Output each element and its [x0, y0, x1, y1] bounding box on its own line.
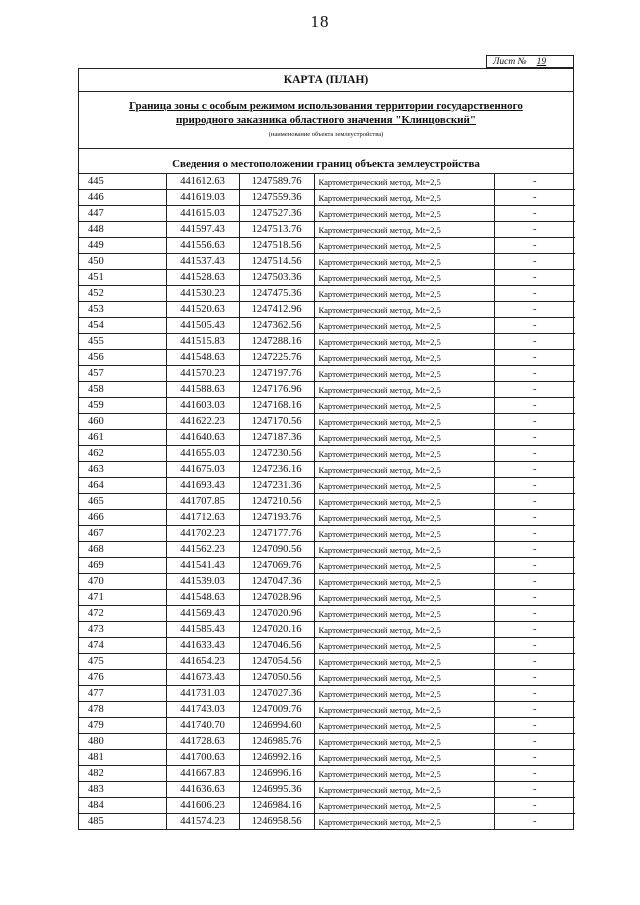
method-cell: Картометрический метод, Mt=2,5: [314, 718, 494, 734]
page-number: 18: [310, 12, 330, 31]
method-cell: Картометрический метод, Mt=2,5: [314, 254, 494, 270]
x-coordinate-cell: 441693.43: [166, 478, 239, 494]
table-row: [79, 510, 575, 526]
table-row: [79, 286, 575, 302]
table-row: [79, 734, 575, 750]
point-number-cell: 470: [79, 574, 166, 590]
point-number-cell: 483: [79, 782, 166, 798]
x-coordinate-cell: 441515.83: [166, 334, 239, 350]
note-cell: -: [494, 174, 575, 190]
table-row: [79, 366, 575, 382]
method-cell: Картометрический метод, Mt=2,5: [314, 206, 494, 222]
document-frame: [78, 68, 574, 830]
y-coordinate-cell: 1247020.16: [239, 622, 314, 638]
coordinates-table-body: [79, 174, 575, 829]
y-coordinate-cell: 1247020.96: [239, 606, 314, 622]
note-cell: -: [494, 366, 575, 382]
method-cell: Картометрический метод, Mt=2,5: [314, 670, 494, 686]
x-coordinate-cell: 441603.03: [166, 398, 239, 414]
y-coordinate-cell: 1247527.36: [239, 206, 314, 222]
note-cell: -: [494, 478, 575, 494]
point-number-cell: 476: [79, 670, 166, 686]
method-cell: Картометрический метод, Mt=2,5: [314, 414, 494, 430]
table-row: [79, 574, 575, 590]
y-coordinate-cell: 1246992.16: [239, 750, 314, 766]
note-cell: -: [494, 414, 575, 430]
point-number-cell: 480: [79, 734, 166, 750]
table-row: [79, 670, 575, 686]
y-coordinate-cell: 1247197.76: [239, 366, 314, 382]
note-cell: -: [494, 606, 575, 622]
note-cell: -: [494, 430, 575, 446]
y-coordinate-cell: 1247288.16: [239, 334, 314, 350]
point-number-cell: 446: [79, 190, 166, 206]
table-row: [79, 430, 575, 446]
y-coordinate-cell: 1247176.96: [239, 382, 314, 398]
x-coordinate-cell: 441615.03: [166, 206, 239, 222]
y-coordinate-cell: 1247027.36: [239, 686, 314, 702]
y-coordinate-cell: 1247069.76: [239, 558, 314, 574]
note-cell: -: [494, 510, 575, 526]
x-coordinate-cell: 441731.03: [166, 686, 239, 702]
table-row: [79, 622, 575, 638]
table-row: [79, 174, 575, 190]
y-coordinate-cell: 1247193.76: [239, 510, 314, 526]
x-coordinate-cell: 441655.03: [166, 446, 239, 462]
x-coordinate-cell: 441548.63: [166, 350, 239, 366]
x-coordinate-cell: 441597.43: [166, 222, 239, 238]
point-number-cell: 450: [79, 254, 166, 270]
y-coordinate-cell: 1247475.36: [239, 286, 314, 302]
point-number-cell: 468: [79, 542, 166, 558]
note-cell: -: [494, 782, 575, 798]
x-coordinate-cell: 441700.63: [166, 750, 239, 766]
point-number-cell: 477: [79, 686, 166, 702]
table-row: [79, 318, 575, 334]
table-row: [79, 798, 575, 814]
point-number-cell: 469: [79, 558, 166, 574]
point-number-cell: 482: [79, 766, 166, 782]
x-coordinate-cell: 441530.23: [166, 286, 239, 302]
method-cell: Картометрический метод, Mt=2,5: [314, 606, 494, 622]
method-cell: Картометрический метод, Mt=2,5: [314, 782, 494, 798]
x-coordinate-cell: 441640.63: [166, 430, 239, 446]
note-cell: -: [494, 574, 575, 590]
point-number-cell: 464: [79, 478, 166, 494]
object-name-line-1: Граница зоны с особым режимом использования территории государственного: [129, 100, 523, 112]
y-coordinate-cell: 1246958.56: [239, 814, 314, 830]
y-coordinate-cell: 1247028.96: [239, 590, 314, 606]
method-cell: Картометрический метод, Mt=2,5: [314, 190, 494, 206]
method-cell: Картометрический метод, Mt=2,5: [314, 430, 494, 446]
method-cell: Картометрический метод, Mt=2,5: [314, 174, 494, 190]
point-number-cell: 473: [79, 622, 166, 638]
method-cell: Картометрический метод, Mt=2,5: [314, 590, 494, 606]
y-coordinate-cell: 1247589.76: [239, 174, 314, 190]
y-coordinate-cell: 1247559.36: [239, 190, 314, 206]
method-cell: Картометрический метод, Mt=2,5: [314, 750, 494, 766]
y-coordinate-cell: 1247362.56: [239, 318, 314, 334]
x-coordinate-cell: 441633.43: [166, 638, 239, 654]
table-row: [79, 542, 575, 558]
y-coordinate-cell: 1246996.16: [239, 766, 314, 782]
x-coordinate-cell: 441541.43: [166, 558, 239, 574]
method-cell: Картометрический метод, Mt=2,5: [314, 238, 494, 254]
method-cell: Картометрический метод, Mt=2,5: [314, 814, 494, 830]
method-cell: Картометрический метод, Mt=2,5: [314, 622, 494, 638]
method-cell: Картометрический метод, Mt=2,5: [314, 798, 494, 814]
note-cell: -: [494, 302, 575, 318]
point-number-cell: 457: [79, 366, 166, 382]
x-coordinate-cell: 441743.03: [166, 702, 239, 718]
point-number-cell: 454: [79, 318, 166, 334]
x-coordinate-cell: 441556.63: [166, 238, 239, 254]
method-cell: Картометрический метод, Mt=2,5: [314, 222, 494, 238]
point-number-cell: 466: [79, 510, 166, 526]
note-cell: -: [494, 718, 575, 734]
point-number-cell: 447: [79, 206, 166, 222]
x-coordinate-cell: 441520.63: [166, 302, 239, 318]
table-row: [79, 190, 575, 206]
note-cell: -: [494, 318, 575, 334]
point-number-cell: 451: [79, 270, 166, 286]
x-coordinate-cell: 441728.63: [166, 734, 239, 750]
method-cell: Картометрический метод, Mt=2,5: [314, 686, 494, 702]
y-coordinate-cell: 1247503.36: [239, 270, 314, 286]
note-cell: -: [494, 270, 575, 286]
table-row: [79, 334, 575, 350]
table-row: [79, 302, 575, 318]
note-cell: -: [494, 622, 575, 638]
note-cell: -: [494, 254, 575, 270]
x-coordinate-cell: 441673.43: [166, 670, 239, 686]
note-cell: -: [494, 286, 575, 302]
table-row: [79, 254, 575, 270]
y-coordinate-cell: 1246994.60: [239, 718, 314, 734]
y-coordinate-cell: 1246984.16: [239, 798, 314, 814]
table-row: [79, 526, 575, 542]
method-cell: Картометрический метод, Mt=2,5: [314, 382, 494, 398]
note-cell: -: [494, 222, 575, 238]
y-coordinate-cell: 1247168.16: [239, 398, 314, 414]
table-row: [79, 206, 575, 222]
point-number-cell: 445: [79, 174, 166, 190]
point-number-cell: 463: [79, 462, 166, 478]
method-cell: Картометрический метод, Mt=2,5: [314, 334, 494, 350]
method-cell: Картометрический метод, Mt=2,5: [314, 510, 494, 526]
y-coordinate-cell: 1247047.36: [239, 574, 314, 590]
table-row: [79, 814, 575, 830]
x-coordinate-cell: 441537.43: [166, 254, 239, 270]
table-row: [79, 414, 575, 430]
table-row: [79, 654, 575, 670]
method-cell: Картометрический метод, Mt=2,5: [314, 286, 494, 302]
method-cell: Картометрический метод, Mt=2,5: [314, 462, 494, 478]
point-number-cell: 465: [79, 494, 166, 510]
method-cell: Картометрический метод, Mt=2,5: [314, 702, 494, 718]
object-name-caption: (наименование объекта землеустройства): [268, 131, 384, 138]
table-row: [79, 350, 575, 366]
method-cell: Картометрический метод, Mt=2,5: [314, 526, 494, 542]
y-coordinate-cell: 1247050.56: [239, 670, 314, 686]
y-coordinate-cell: 1247046.56: [239, 638, 314, 654]
point-number-cell: 467: [79, 526, 166, 542]
x-coordinate-cell: 441740.70: [166, 718, 239, 734]
method-cell: Картометрический метод, Mt=2,5: [314, 494, 494, 510]
table-row: [79, 702, 575, 718]
x-coordinate-cell: 441654.23: [166, 654, 239, 670]
point-number-cell: 459: [79, 398, 166, 414]
method-cell: Картометрический метод, Mt=2,5: [314, 654, 494, 670]
note-cell: -: [494, 382, 575, 398]
note-cell: -: [494, 206, 575, 222]
method-cell: Картометрический метод, Mt=2,5: [314, 446, 494, 462]
y-coordinate-cell: 1247231.36: [239, 478, 314, 494]
sheet-number-box: [486, 55, 574, 68]
note-cell: -: [494, 494, 575, 510]
point-number-cell: 484: [79, 798, 166, 814]
table-row: [79, 270, 575, 286]
method-cell: Картометрический метод, Mt=2,5: [314, 558, 494, 574]
object-name-line-2: природного заказника областного значения "Клинцовский": [176, 114, 476, 126]
table-row: [79, 222, 575, 238]
note-cell: -: [494, 542, 575, 558]
method-cell: Картометрический метод, Mt=2,5: [314, 350, 494, 366]
method-cell: Картометрический метод, Mt=2,5: [314, 734, 494, 750]
x-coordinate-cell: 441585.43: [166, 622, 239, 638]
note-cell: -: [494, 814, 575, 830]
y-coordinate-cell: 1247518.56: [239, 238, 314, 254]
table-row: [79, 398, 575, 414]
method-cell: Картометрический метод, Mt=2,5: [314, 318, 494, 334]
y-coordinate-cell: 1247090.56: [239, 542, 314, 558]
sheet-number: 19: [536, 57, 547, 67]
method-cell: Картометрический метод, Mt=2,5: [314, 542, 494, 558]
x-coordinate-cell: 441612.63: [166, 174, 239, 190]
y-coordinate-cell: 1247210.56: [239, 494, 314, 510]
point-number-cell: 475: [79, 654, 166, 670]
object-name-block: [79, 92, 573, 149]
note-cell: -: [494, 350, 575, 366]
x-coordinate-cell: 441528.63: [166, 270, 239, 286]
table-row: [79, 750, 575, 766]
point-number-cell: 456: [79, 350, 166, 366]
point-number-cell: 485: [79, 814, 166, 830]
note-cell: -: [494, 558, 575, 574]
note-cell: -: [494, 734, 575, 750]
method-cell: Картометрический метод, Mt=2,5: [314, 270, 494, 286]
point-number-cell: 455: [79, 334, 166, 350]
section-title: Сведения о местоположении границ объекта землеустройства: [79, 149, 573, 174]
x-coordinate-cell: 441574.23: [166, 814, 239, 830]
point-number-cell: 479: [79, 718, 166, 734]
table-row: [79, 494, 575, 510]
y-coordinate-cell: 1247225.76: [239, 350, 314, 366]
x-coordinate-cell: 441702.23: [166, 526, 239, 542]
x-coordinate-cell: 441636.63: [166, 782, 239, 798]
table-row: [79, 462, 575, 478]
note-cell: -: [494, 638, 575, 654]
y-coordinate-cell: 1247513.76: [239, 222, 314, 238]
x-coordinate-cell: 441675.03: [166, 462, 239, 478]
point-number-cell: 461: [79, 430, 166, 446]
x-coordinate-cell: 441606.23: [166, 798, 239, 814]
point-number-cell: 472: [79, 606, 166, 622]
point-number-cell: 448: [79, 222, 166, 238]
x-coordinate-cell: 441622.23: [166, 414, 239, 430]
document-title: КАРТА (ПЛАН): [79, 69, 573, 92]
sheet-label: Лист №: [493, 57, 527, 67]
method-cell: Картометрический метод, Mt=2,5: [314, 302, 494, 318]
point-number-cell: 458: [79, 382, 166, 398]
table-row: [79, 558, 575, 574]
x-coordinate-cell: 441570.23: [166, 366, 239, 382]
x-coordinate-cell: 441619.03: [166, 190, 239, 206]
note-cell: -: [494, 750, 575, 766]
y-coordinate-cell: 1247236.16: [239, 462, 314, 478]
coordinates-table: [79, 174, 575, 829]
y-coordinate-cell: 1247177.76: [239, 526, 314, 542]
y-coordinate-cell: 1247412.96: [239, 302, 314, 318]
table-row: [79, 238, 575, 254]
point-number-cell: 471: [79, 590, 166, 606]
point-number-cell: 474: [79, 638, 166, 654]
table-row: [79, 382, 575, 398]
object-name: [79, 92, 573, 127]
note-cell: -: [494, 590, 575, 606]
table-row: [79, 606, 575, 622]
table-row: [79, 638, 575, 654]
y-coordinate-cell: 1247514.56: [239, 254, 314, 270]
method-cell: Картометрический метод, Mt=2,5: [314, 398, 494, 414]
note-cell: -: [494, 398, 575, 414]
table-row: [79, 446, 575, 462]
table-row: [79, 782, 575, 798]
y-coordinate-cell: 1246995.36: [239, 782, 314, 798]
x-coordinate-cell: 441569.43: [166, 606, 239, 622]
point-number-cell: 449: [79, 238, 166, 254]
y-coordinate-cell: 1247187.36: [239, 430, 314, 446]
point-number-cell: 460: [79, 414, 166, 430]
x-coordinate-cell: 441539.03: [166, 574, 239, 590]
method-cell: Картометрический метод, Mt=2,5: [314, 574, 494, 590]
note-cell: -: [494, 334, 575, 350]
point-number-cell: 481: [79, 750, 166, 766]
note-cell: -: [494, 670, 575, 686]
x-coordinate-cell: 441505.43: [166, 318, 239, 334]
x-coordinate-cell: 441588.63: [166, 382, 239, 398]
note-cell: -: [494, 702, 575, 718]
method-cell: Картометрический метод, Mt=2,5: [314, 366, 494, 382]
method-cell: Картометрический метод, Mt=2,5: [314, 478, 494, 494]
note-cell: -: [494, 446, 575, 462]
x-coordinate-cell: 441707.85: [166, 494, 239, 510]
y-coordinate-cell: 1247230.56: [239, 446, 314, 462]
point-number-cell: 478: [79, 702, 166, 718]
x-coordinate-cell: 441548.63: [166, 590, 239, 606]
table-row: [79, 478, 575, 494]
y-coordinate-cell: 1247170.56: [239, 414, 314, 430]
table-row: [79, 686, 575, 702]
note-cell: -: [494, 766, 575, 782]
y-coordinate-cell: 1246985.76: [239, 734, 314, 750]
note-cell: -: [494, 190, 575, 206]
note-cell: -: [494, 654, 575, 670]
x-coordinate-cell: 441667.83: [166, 766, 239, 782]
table-row: [79, 766, 575, 782]
note-cell: -: [494, 238, 575, 254]
y-coordinate-cell: 1247054.56: [239, 654, 314, 670]
note-cell: -: [494, 462, 575, 478]
note-cell: -: [494, 798, 575, 814]
point-number-cell: 452: [79, 286, 166, 302]
table-row: [79, 590, 575, 606]
y-coordinate-cell: 1247009.76: [239, 702, 314, 718]
note-cell: -: [494, 686, 575, 702]
method-cell: Картометрический метод, Mt=2,5: [314, 638, 494, 654]
point-number-cell: 453: [79, 302, 166, 318]
note-cell: -: [494, 526, 575, 542]
method-cell: Картометрический метод, Mt=2,5: [314, 766, 494, 782]
x-coordinate-cell: 441562.23: [166, 542, 239, 558]
point-number-cell: 462: [79, 446, 166, 462]
x-coordinate-cell: 441712.63: [166, 510, 239, 526]
table-row: [79, 718, 575, 734]
